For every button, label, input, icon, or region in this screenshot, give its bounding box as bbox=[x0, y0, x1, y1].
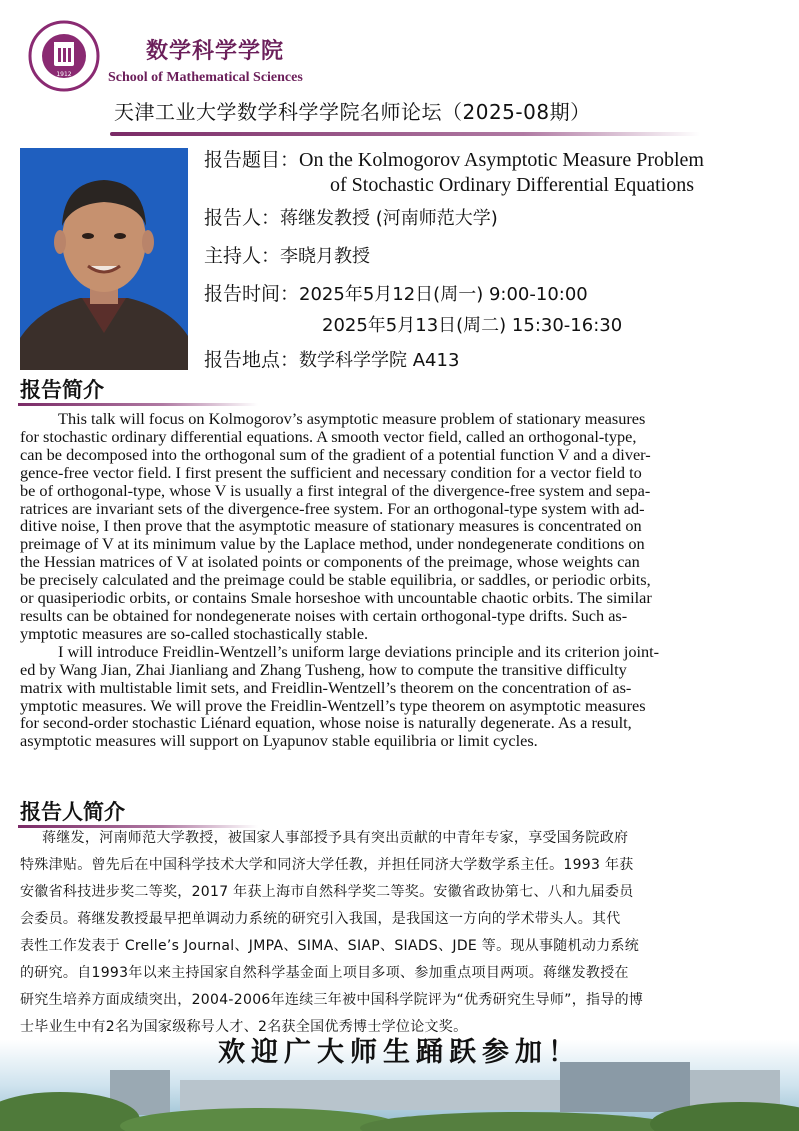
abstract-line: asymptotic measures will support on Lyapunov stable equilibria or limit cycles. bbox=[20, 731, 538, 751]
abstract-line: gence-free vector field. I first present the sufficient and necessary condition for a vector field to bbox=[20, 462, 642, 482]
abstract-line: or quasiperiodic orbits, or contains Smale horseshoe with uncountable chaotic orbits. The similar bbox=[20, 588, 652, 608]
abstract-line: be precisely calculated and the preimage could be stable equilibria, or saddles, or periodic orbits, bbox=[20, 570, 651, 590]
university-logo bbox=[28, 20, 100, 92]
abstract-heading: 报告简介 bbox=[20, 378, 104, 402]
abstract-divider bbox=[18, 403, 258, 406]
abstract-line: be of orthogonal-type, whose V is usually a first integral of the divergence-free system and sepa- bbox=[20, 480, 651, 500]
bio-line: 士毕业生中有2名为国家级称号人才、2名获全国优秀博士学位论文奖。 bbox=[20, 1019, 468, 1035]
host-row bbox=[204, 244, 370, 269]
abstract-line: ratrices are invariant sets of the divergence-free system. For an orthogonal-type system with ad- bbox=[20, 498, 645, 518]
speaker-value: 蒋继发教授 (河南师范大学) bbox=[280, 208, 498, 229]
abstract-line: This talk will focus on Kolmogorov’s asymptotic measure problem of stationary measures bbox=[58, 409, 646, 428]
abstract-line: for second-order stochastic Liénard equation, whose noise is naturally degenerate. As a result, bbox=[20, 713, 632, 733]
abstract-line: can be decomposed into the orthogonal sum of the gradient of a potential function V and a diver- bbox=[20, 444, 651, 464]
topic-line-1: On the Kolmogorov Asymptotic Measure Problem bbox=[299, 149, 704, 171]
welcome-banner-text: 欢迎广大师生踊跃参加！ bbox=[218, 1037, 581, 1068]
bio-line: 安徽省科技进步奖二等奖，2017 年获上海市自然科学奖二等奖。安徽省政协第七、八和九届委员 bbox=[20, 884, 634, 900]
host-value: 李晓月教授 bbox=[280, 246, 371, 267]
bio-line: 蒋继发，河南师范大学教授，被国家人事部授予具有突出贡献的中青年专家，享受国务院政府 bbox=[42, 830, 629, 846]
abstract-body bbox=[20, 410, 780, 750]
topic-line-2: of Stochastic Ordinary Differential Equations bbox=[330, 174, 694, 196]
logo-year: 1912 bbox=[56, 71, 72, 78]
abstract-line: ditive noise, I then prove that the asymptotic measure of stationary measures is concentrated on bbox=[20, 516, 642, 536]
abstract-line: the Hessian matrices of V at isolated points or components of the preimage, whose weights can bbox=[20, 552, 640, 572]
abstract-line: for stochastic ordinary differential equations. A smooth vector field, called an orthogonal-type, bbox=[20, 426, 637, 446]
bio-line: 研究生培养方面成绩突出，2004-2006年连续三年被中国科学院评为“优秀研究生导师”，指导的博 bbox=[20, 992, 644, 1008]
school-name-en: School of Mathematical Sciences bbox=[108, 70, 303, 85]
place-value: 数学科学学院 A413 bbox=[299, 350, 460, 371]
abstract-line: ymptotic measures. We will prove the Freidlin-Wentzell’s type theorem on asymptotic measures bbox=[20, 695, 646, 715]
place-row bbox=[204, 348, 459, 373]
abstract-line: I will introduce Freidlin-Wentzell’s uniform large deviations principle and its criterion joint- bbox=[58, 641, 660, 661]
title-divider bbox=[110, 132, 700, 136]
speaker-row bbox=[204, 206, 498, 231]
school-name-cn: 数学科学学院 bbox=[146, 39, 285, 64]
time-line-1: 2025年5月12日(周一) 9:00-10:00 bbox=[299, 284, 588, 305]
bio-line: 表性工作发表于 Crelle’s Journal、JMPA、SIMA、SIAP、SIADS、JDE 等。现从事随机动力系统 bbox=[20, 938, 640, 954]
bio-body bbox=[20, 825, 782, 1041]
place-label: 报告地点： bbox=[204, 349, 300, 371]
abstract-line: results can be obtained for nondegenerate noises with certain orthogonal-type drifts. Such as- bbox=[20, 605, 628, 625]
topic-label: 报告题目： bbox=[204, 149, 300, 171]
bio-heading: 报告人简介 bbox=[20, 800, 125, 824]
time-row bbox=[204, 282, 588, 307]
abstract-line: ymptotic measures are so-called stochastically stable. bbox=[20, 623, 369, 643]
bio-line: 特殊津贴。曾先后在中国科学技术大学和同济大学任教，并担任同济大学数学系主任。1993 年获 bbox=[20, 857, 634, 873]
bio-line: 会委员。蒋继发教授最早把单调动力系统的研究引入我国，是我国这一方向的学术带头人。其代 bbox=[20, 911, 621, 927]
topic-row bbox=[204, 148, 704, 172]
abstract-line: matrix with multistable limit sets, and Freidlin-Wentzell’s theorem on the concentration of as- bbox=[20, 677, 632, 697]
forum-title: 天津工业大学数学科学学院名师论坛（2025-08期） bbox=[114, 100, 591, 124]
host-label: 主持人： bbox=[204, 245, 281, 267]
speaker-label: 报告人： bbox=[204, 207, 281, 229]
time-line-2: 2025年5月13日(周二) 15:30-16:30 bbox=[322, 315, 623, 336]
time-label: 报告时间： bbox=[204, 283, 300, 305]
bio-line: 的研究。自1993年以来主持国家自然科学基金面上项目多项、参加重点项目两项。蒋继发教授在 bbox=[20, 965, 629, 981]
speaker-photo bbox=[20, 148, 188, 370]
abstract-line: preimage of V at its minimum value by the Laplace method, under nondegenerate conditions on bbox=[20, 534, 645, 554]
abstract-line: ed by Wang Jian, Zhai Jianliang and Zhang Tusheng, how to compute the transitive difficulty bbox=[20, 659, 627, 679]
